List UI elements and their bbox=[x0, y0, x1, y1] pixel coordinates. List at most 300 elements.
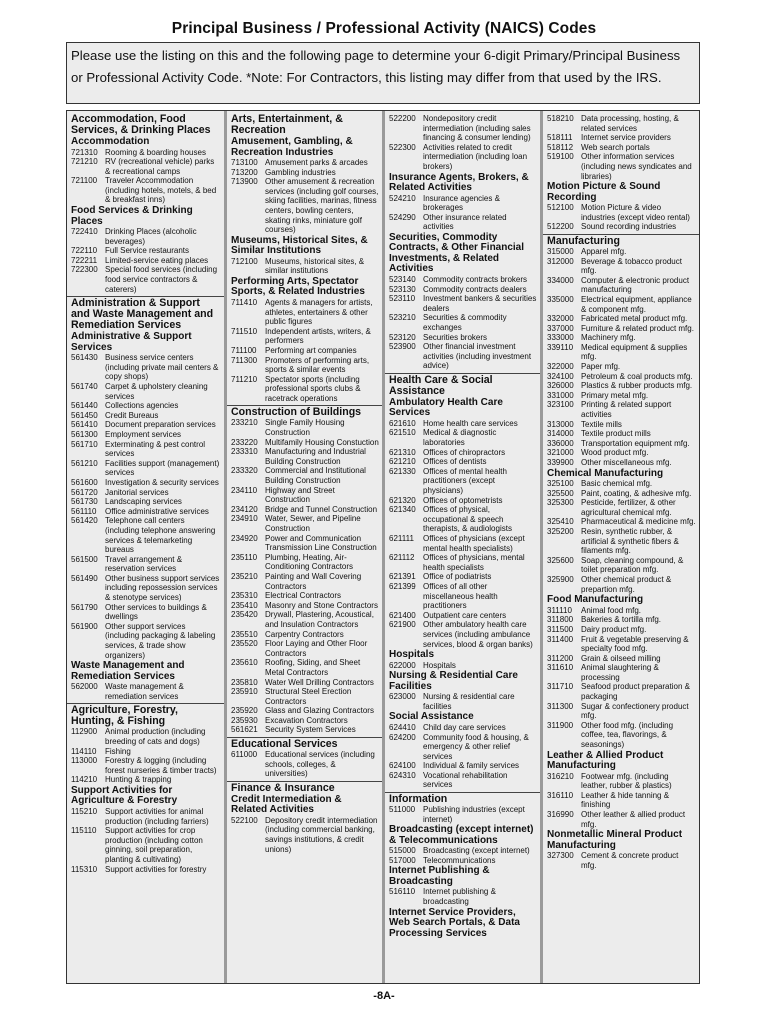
category-heading: Construction of Buildings bbox=[231, 406, 362, 419]
activity-description: Hospitals bbox=[423, 660, 456, 670]
code-entry bbox=[71, 826, 221, 864]
naics-code: 621310 bbox=[389, 447, 416, 457]
naics-code: 621610 bbox=[389, 418, 416, 428]
naics-code: 561720 bbox=[71, 487, 98, 497]
code-entry bbox=[71, 775, 221, 785]
activity-description: Other ambulatory health care services (including ambulance services, blood & organ banks) bbox=[423, 620, 533, 649]
code-entry bbox=[389, 213, 537, 232]
category-heading: Health Care & Social Assistance bbox=[389, 373, 493, 397]
subcategory-heading: Food Manufacturing bbox=[547, 594, 644, 606]
naics-code: 233220 bbox=[231, 437, 258, 447]
code-entry bbox=[389, 342, 537, 371]
code-entry bbox=[547, 606, 696, 616]
code-entry bbox=[71, 622, 221, 660]
activity-description: Office of podiatrists bbox=[423, 572, 492, 582]
code-entry bbox=[547, 372, 696, 382]
column-2 bbox=[227, 111, 382, 983]
naics-code: 311900 bbox=[547, 720, 574, 730]
category-heading: Finance & Insurance bbox=[231, 781, 335, 794]
code-entry bbox=[547, 575, 696, 594]
subcategory-heading: Museums, Historical Sites, & Similar Institutions bbox=[231, 234, 368, 257]
naics-code: 524210 bbox=[389, 193, 416, 203]
activity-description: Support activities for crop production (including cotton ginning, soil preparation, planting & cultivating) bbox=[105, 826, 203, 864]
naics-code: 234120 bbox=[231, 504, 258, 514]
code-entry bbox=[231, 639, 379, 658]
naics-code: 523130 bbox=[389, 284, 416, 294]
activity-description: Agents & managers for artists, athletes, entertainers & other public figures bbox=[265, 297, 373, 327]
code-entry bbox=[547, 458, 696, 468]
code-entry bbox=[231, 346, 379, 356]
naics-code: 325500 bbox=[547, 488, 574, 498]
codes-grid bbox=[66, 110, 700, 984]
code-entry bbox=[71, 411, 221, 421]
activity-description: Forestry & logging (including forest nurseries & timber tracts) bbox=[105, 756, 217, 775]
code-entry bbox=[547, 362, 696, 372]
code-entry bbox=[231, 375, 379, 404]
naics-code: 517000 bbox=[389, 855, 416, 865]
activity-description: Activities related to credit intermediation (including loan brokers) bbox=[423, 142, 528, 171]
naics-code: 325410 bbox=[547, 517, 574, 527]
activity-description: Facilities support (management) services bbox=[105, 458, 220, 478]
code-entry bbox=[231, 514, 379, 533]
naics-code: 561440 bbox=[71, 401, 98, 411]
naics-code: 522200 bbox=[389, 114, 416, 123]
naics-code: 337000 bbox=[547, 323, 574, 333]
subcategory-heading: Amusement, Gambling, & Recreation Industries bbox=[231, 136, 353, 158]
code-entry bbox=[389, 505, 537, 534]
code-entry bbox=[547, 772, 696, 791]
naics-code: 325600 bbox=[547, 555, 574, 565]
code-entry bbox=[71, 157, 221, 176]
naics-code: 311500 bbox=[547, 624, 574, 634]
activity-description: Electrical equipment, appliance & component mfg. bbox=[581, 294, 692, 314]
code-entry bbox=[547, 257, 696, 276]
activity-description: Web search portals bbox=[581, 142, 650, 152]
activity-description: Dairy product mfg. bbox=[581, 624, 647, 634]
naics-code: 561450 bbox=[71, 410, 98, 420]
activity-description: Offices of dentists bbox=[423, 457, 487, 467]
code-entry bbox=[389, 143, 537, 172]
activity-description: Offices of optometrists bbox=[423, 495, 503, 505]
activity-description: Medical & diagnostic laboratories bbox=[423, 428, 497, 448]
naics-code: 722410 bbox=[71, 227, 98, 237]
naics-code: 311800 bbox=[547, 615, 574, 625]
subcategory-heading: Internet Service Providers, Web Search Portals, & Data Processing Services bbox=[389, 906, 520, 939]
activity-description: Carpentry Contractors bbox=[265, 629, 344, 639]
naics-code: 621399 bbox=[389, 581, 416, 591]
activity-description: Other amusement & recreation services (including golf courses, skiing facilities, marinas, fitness centers, bowling centers, skating rinks, miniature golf courses) bbox=[265, 177, 379, 235]
code-entry bbox=[231, 591, 379, 601]
activity-description: Wood product mfg. bbox=[581, 448, 649, 458]
activity-description: Educational services (including schools, colleges, & universities) bbox=[265, 750, 375, 779]
code-entry bbox=[231, 572, 379, 591]
activity-description: Offices of all other miscellaneous health practitioners bbox=[423, 581, 498, 611]
naics-code: 515000 bbox=[389, 846, 416, 856]
naics-code: 561740 bbox=[71, 382, 98, 391]
activity-description: Pesticide, fertilizer, & other agricultural chemical mfg. bbox=[581, 498, 676, 517]
code-entry bbox=[389, 114, 537, 143]
activity-description: Landscaping services bbox=[105, 497, 182, 507]
code-entry bbox=[231, 706, 379, 716]
activity-description: Paper mfg. bbox=[581, 362, 621, 372]
category-heading: Arts, Entertainment, & Recreation bbox=[231, 113, 343, 136]
naics-code: 234110 bbox=[231, 485, 258, 495]
activity-description: Other services to buildings & dwellings bbox=[105, 602, 207, 622]
activity-description: Credit Bureaus bbox=[105, 410, 159, 420]
activity-description: Paint, coating, & adhesive mfg. bbox=[581, 488, 692, 498]
code-entry bbox=[71, 727, 221, 746]
activity-description: Janitorial services bbox=[105, 487, 169, 497]
activity-description: Nondepository credit intermediation (including sales financing & consumer lending) bbox=[423, 114, 531, 143]
code-entry bbox=[389, 582, 537, 611]
activity-description: Full Service restaurants bbox=[105, 246, 190, 256]
naics-code: 115210 bbox=[71, 806, 98, 816]
activity-description: Leather & hide tanning & finishing bbox=[581, 790, 670, 810]
activity-description: Machinery mfg. bbox=[581, 333, 636, 343]
naics-code: 335000 bbox=[547, 294, 574, 304]
code-entry bbox=[547, 654, 696, 664]
naics-code: 519100 bbox=[547, 152, 574, 162]
category-section bbox=[543, 234, 699, 872]
activity-description: Structural Steel Erection Contractors bbox=[265, 687, 352, 706]
code-entry bbox=[231, 658, 379, 677]
activity-description: Masonry and Stone Contractors bbox=[265, 600, 378, 610]
code-entry bbox=[71, 353, 221, 382]
category-section bbox=[385, 792, 540, 941]
activity-description: Computer & electronic product manufacturing bbox=[581, 275, 690, 295]
subcategory-heading: Social Assistance bbox=[389, 711, 474, 723]
naics-code: 235920 bbox=[231, 706, 258, 716]
naics-code: 523900 bbox=[389, 342, 416, 352]
activity-description: Pharmaceutical & medicine mfg. bbox=[581, 517, 696, 527]
code-entry bbox=[547, 791, 696, 810]
activity-description: Animal production (including breeding of cats and dogs) bbox=[105, 727, 206, 746]
code-entry bbox=[389, 285, 537, 295]
code-entry bbox=[71, 555, 221, 574]
code-entry bbox=[71, 176, 221, 205]
activity-description: Animal food mfg. bbox=[581, 605, 642, 615]
code-entry bbox=[389, 771, 537, 790]
category-section bbox=[67, 703, 224, 876]
activity-description: Animal slaughtering & processing bbox=[581, 663, 659, 682]
code-entry bbox=[547, 479, 696, 489]
code-entry bbox=[71, 256, 221, 266]
activity-description: Internet publishing & broadcasting bbox=[423, 887, 496, 907]
naics-code: 235520 bbox=[231, 639, 258, 649]
code-entry bbox=[231, 177, 379, 235]
category-section bbox=[543, 113, 699, 234]
naics-code: 713100 bbox=[231, 158, 258, 167]
code-entry bbox=[547, 222, 696, 232]
code-entry bbox=[71, 497, 221, 507]
activity-description: Depository credit intermediation (including commercial banking, savings institutions, & credit unions) bbox=[265, 815, 378, 854]
code-entry bbox=[71, 574, 221, 603]
naics-code: 325300 bbox=[547, 498, 574, 508]
code-entry bbox=[389, 467, 537, 496]
code-entry bbox=[231, 725, 379, 735]
code-entry bbox=[547, 333, 696, 343]
code-entry bbox=[71, 265, 221, 294]
activity-description: Insurance agencies & brokerages bbox=[423, 193, 500, 213]
code-entry bbox=[389, 611, 537, 621]
subcategory-heading: Insurance Agents, Brokers, & Related Activities bbox=[389, 171, 529, 194]
naics-code: 324100 bbox=[547, 371, 574, 381]
subcategory-heading: Hospitals bbox=[389, 649, 435, 661]
activity-description: Outpatient care centers bbox=[423, 610, 507, 620]
naics-code: 518112 bbox=[547, 142, 574, 152]
page-number: -8A- bbox=[373, 990, 395, 1002]
code-entry bbox=[547, 517, 696, 527]
naics-code: 114210 bbox=[71, 775, 98, 785]
activity-description: Home health care services bbox=[423, 418, 518, 428]
code-entry bbox=[231, 601, 379, 611]
naics-code: 518210 bbox=[547, 114, 574, 123]
subcategory-heading: Broadcasting (except internet) & Telecommunications bbox=[389, 824, 534, 846]
activity-description: Other chemical product & prepartion mfg. bbox=[581, 575, 672, 594]
code-entry bbox=[71, 865, 221, 875]
naics-code: 561900 bbox=[71, 621, 98, 631]
code-entry bbox=[231, 687, 379, 706]
code-entry bbox=[547, 851, 696, 870]
activity-description: Bridge and Tunnel Construction bbox=[265, 504, 378, 514]
code-entry bbox=[547, 625, 696, 635]
activity-description: Multifamily Housing Constuction bbox=[265, 437, 379, 447]
code-entry bbox=[231, 630, 379, 640]
code-entry bbox=[71, 227, 221, 246]
code-entry bbox=[547, 391, 696, 401]
code-entry bbox=[71, 747, 221, 757]
activity-description: Commodity contracts dealers bbox=[423, 284, 527, 294]
code-entry bbox=[547, 721, 696, 750]
naics-code: 235420 bbox=[231, 610, 258, 620]
naics-code: 115110 bbox=[71, 826, 97, 836]
activity-description: Manufacturing and Industrial Building Construction bbox=[265, 447, 366, 466]
code-entry bbox=[71, 603, 221, 622]
activity-description: Painting and Wall Covering Contractors bbox=[265, 571, 362, 591]
code-entry bbox=[231, 327, 379, 346]
naics-code: 112900 bbox=[71, 727, 98, 737]
code-entry bbox=[389, 313, 537, 332]
code-entry bbox=[547, 400, 696, 419]
naics-code: 713200 bbox=[231, 167, 258, 177]
naics-code: 235410 bbox=[231, 600, 258, 610]
activity-description: Traveler Accommodation (including hotels, motels, & bed & breakfast inns) bbox=[105, 176, 217, 205]
naics-code: 624200 bbox=[389, 732, 416, 742]
code-entry bbox=[231, 610, 379, 629]
activity-description: Investment bankers & securities dealers bbox=[423, 294, 537, 313]
code-entry bbox=[547, 314, 696, 324]
activity-description: Highway and Street Construction bbox=[265, 485, 335, 505]
naics-code: 322000 bbox=[547, 362, 574, 372]
code-entry bbox=[389, 856, 537, 866]
naics-code: 235610 bbox=[231, 658, 258, 668]
activity-description: Office administrative services bbox=[105, 506, 209, 516]
naics-code: 311710 bbox=[547, 682, 574, 692]
naics-code: 561410 bbox=[71, 420, 98, 430]
naics-code: 323100 bbox=[547, 400, 574, 410]
code-entry bbox=[231, 466, 379, 485]
naics-code: 235910 bbox=[231, 687, 258, 697]
naics-code: 234910 bbox=[231, 514, 258, 524]
code-entry bbox=[389, 805, 537, 824]
naics-code: 621111 bbox=[389, 534, 414, 543]
code-entry bbox=[231, 816, 379, 854]
naics-code: 722110 bbox=[71, 246, 98, 256]
naics-code: 334000 bbox=[547, 275, 574, 285]
activity-description: Other food mfg. (including coffee, tea, flavorings, & seasonings) bbox=[581, 720, 674, 750]
activity-description: RV (recreational vehicle) parks & recreational camps bbox=[105, 157, 215, 176]
activity-description: Offices of physicians, mental health specialists bbox=[423, 553, 525, 572]
naics-code: 113000 bbox=[71, 756, 98, 766]
naics-code: 561500 bbox=[71, 554, 98, 564]
naics-code: 312000 bbox=[547, 256, 574, 266]
activity-description: Waste management & remediation services bbox=[105, 682, 184, 701]
activity-description: Employment services bbox=[105, 429, 182, 439]
activity-description: Fishing bbox=[105, 746, 131, 756]
activity-description: Petroleum & coal products mfg. bbox=[581, 371, 693, 381]
activity-description: Nursing & residential care facilities bbox=[423, 692, 515, 711]
code-entry bbox=[231, 447, 379, 466]
code-entry bbox=[389, 723, 537, 733]
activity-description: Other business support services including repossession services & stenotype services) bbox=[105, 573, 220, 603]
code-entry bbox=[389, 294, 537, 313]
activity-description: Exterminating & pest control services bbox=[105, 439, 206, 459]
code-entry bbox=[231, 505, 379, 515]
category-section bbox=[227, 737, 382, 781]
naics-code: 621112 bbox=[389, 553, 415, 563]
column-4 bbox=[543, 111, 699, 983]
code-entry bbox=[71, 401, 221, 411]
code-entry bbox=[71, 682, 221, 701]
naics-code: 523120 bbox=[389, 332, 416, 342]
naics-code: 621340 bbox=[389, 505, 416, 515]
category-heading: Educational Services bbox=[231, 738, 338, 751]
code-entry bbox=[547, 295, 696, 314]
naics-code: 621210 bbox=[389, 457, 416, 467]
activity-description: Other support services (including packaging & labeling services, & trade show organizers) bbox=[105, 621, 216, 660]
naics-code: 624100 bbox=[389, 761, 416, 771]
naics-code: 314000 bbox=[547, 429, 574, 439]
activity-description: Travel arrangement & reservation services bbox=[105, 554, 183, 574]
category-section bbox=[385, 373, 540, 792]
activity-description: Sound recording industries bbox=[581, 222, 677, 232]
naics-code: 721210 bbox=[71, 157, 98, 167]
naics-code: 325900 bbox=[547, 575, 574, 585]
naics-code: 624410 bbox=[389, 722, 416, 732]
activity-description: Textile product mills bbox=[581, 429, 651, 439]
naics-code: 235510 bbox=[231, 629, 258, 639]
category-section bbox=[67, 296, 224, 703]
activity-description: Single Family Housing Construction bbox=[265, 418, 345, 438]
naics-code: 316990 bbox=[547, 810, 574, 819]
code-entry bbox=[389, 194, 537, 213]
activity-description: Medical equipment & supplies mfg. bbox=[581, 342, 688, 362]
code-entry bbox=[547, 810, 696, 829]
code-entry bbox=[547, 247, 696, 257]
code-entry bbox=[389, 733, 537, 762]
activity-description: Bakeries & tortilla mfg. bbox=[581, 615, 662, 625]
activity-description: Resin, synthetic rubber, & artificial & synthetic fibers & filaments mfg. bbox=[581, 527, 679, 556]
naics-code: 561730 bbox=[71, 497, 98, 507]
code-entry bbox=[547, 682, 696, 701]
naics-code: 339110 bbox=[547, 342, 574, 352]
naics-code: 522300 bbox=[389, 142, 416, 152]
code-entry bbox=[389, 333, 537, 343]
code-entry bbox=[71, 382, 221, 401]
naics-code: 713900 bbox=[231, 177, 258, 187]
activity-description: Offices of physicians (except mental health specialists) bbox=[423, 534, 525, 553]
code-entry bbox=[389, 620, 537, 649]
category-section bbox=[385, 113, 540, 373]
subcategory-heading: Administrative & Support Services bbox=[71, 331, 192, 353]
naics-code: 712100 bbox=[231, 256, 258, 266]
naics-code: 512100 bbox=[547, 203, 574, 213]
naics-code: 332000 bbox=[547, 314, 574, 324]
code-entry bbox=[71, 420, 221, 430]
subcategory-heading: Chemical Manufacturing bbox=[547, 467, 664, 479]
naics-code: 331000 bbox=[547, 390, 574, 400]
category-heading: Administration & Support and Waste Management and Remediation Services bbox=[71, 297, 214, 332]
activity-description: Transportation equipment mfg. bbox=[581, 438, 690, 448]
code-entry bbox=[389, 428, 537, 447]
naics-code: 722300 bbox=[71, 265, 98, 275]
code-entry bbox=[547, 152, 696, 181]
activity-description: Offices of physical, occupational & speech therapists, & audiologists bbox=[423, 505, 512, 534]
naics-code: 511000 bbox=[389, 805, 416, 815]
code-entry bbox=[231, 356, 379, 375]
naics-code: 311400 bbox=[547, 634, 574, 644]
activity-description: Soap, cleaning compound, & toilet preparation mfg. bbox=[581, 555, 684, 575]
activity-description: Excavation Contractors bbox=[265, 715, 348, 725]
subcategory-heading: Leather & Allied Product Manufacturing bbox=[547, 749, 664, 772]
code-entry bbox=[231, 257, 379, 276]
activity-description: Offices of mental health practitioners (except physicians) bbox=[423, 466, 507, 496]
activity-description: Vocational rehabilitation services bbox=[423, 770, 508, 790]
naics-code: 621900 bbox=[389, 620, 416, 630]
category-heading: Agriculture, Forestry, Hunting, & Fishing bbox=[71, 704, 178, 728]
naics-code: 311300 bbox=[547, 701, 574, 711]
naics-code: 325200 bbox=[547, 527, 574, 537]
code-entry bbox=[547, 498, 696, 517]
naics-code: 711210 bbox=[231, 374, 258, 384]
naics-code: 512200 bbox=[547, 222, 574, 232]
column-1 bbox=[67, 111, 224, 983]
code-entry bbox=[231, 716, 379, 726]
activity-description: Plumbing, Heating, Air-Conditioning Contractors bbox=[265, 552, 354, 572]
naics-code: 339900 bbox=[547, 458, 574, 467]
naics-code: 235810 bbox=[231, 677, 258, 687]
activity-description: Carpet & upholstery cleaning services bbox=[105, 382, 208, 401]
subcategory-heading: Performing Arts, Spectator Sports, & Related Industries bbox=[231, 275, 365, 298]
subcategory-heading: Waste Management and Remediation Services bbox=[71, 660, 185, 682]
code-entry bbox=[71, 148, 221, 158]
naics-code: 321000 bbox=[547, 448, 574, 458]
activity-description: Collections agencies bbox=[105, 401, 179, 411]
category-heading: Information bbox=[389, 793, 448, 806]
activity-description: Support activities for animal production (including farriers) bbox=[105, 806, 209, 826]
code-entry bbox=[231, 298, 379, 327]
naics-code: 233210 bbox=[231, 418, 258, 428]
code-entry bbox=[389, 692, 537, 711]
column-3 bbox=[385, 111, 540, 983]
code-entry bbox=[547, 556, 696, 575]
activity-description: Basic chemical mfg. bbox=[581, 479, 653, 489]
activity-description: Investigation & security services bbox=[105, 477, 219, 487]
activity-description: Beverage & tobacco product mfg. bbox=[581, 256, 682, 276]
code-entry bbox=[547, 143, 696, 153]
subcategory-heading: Nursing & Residential Care Facilities bbox=[389, 670, 518, 692]
naics-code: 518111 bbox=[547, 133, 573, 143]
